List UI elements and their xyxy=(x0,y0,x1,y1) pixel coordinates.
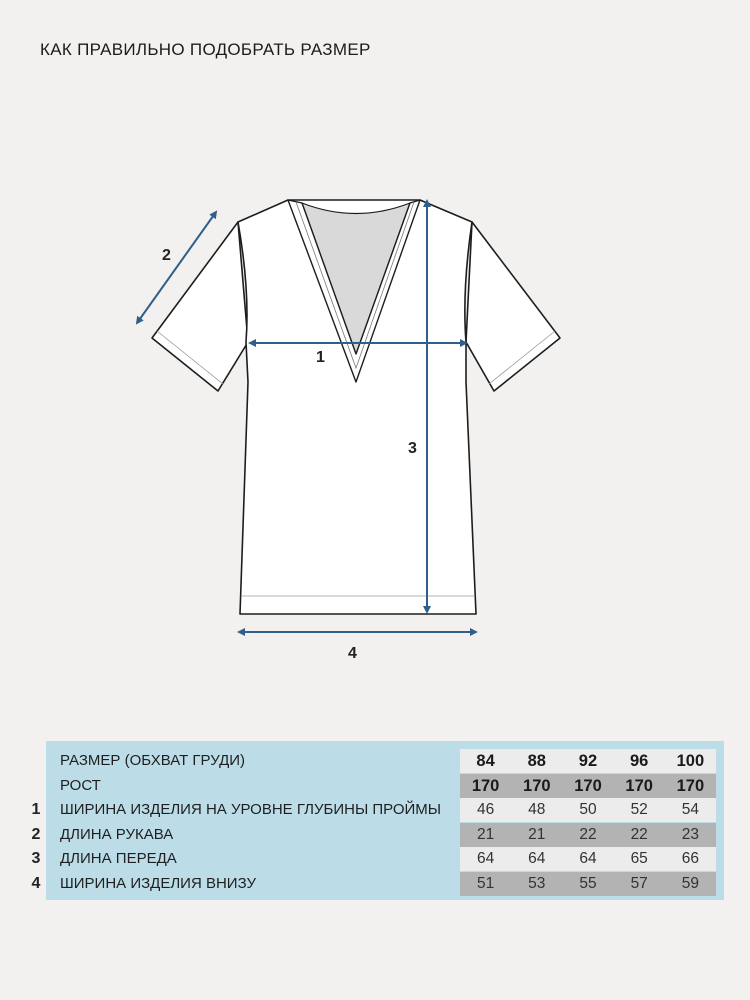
value-cell: 46 xyxy=(476,801,495,818)
value-cell: 54 xyxy=(681,801,700,818)
table-row xyxy=(46,823,724,847)
value-cell: 59 xyxy=(681,875,700,892)
value-cell: 21 xyxy=(528,826,546,843)
row-label: ДЛИНА РУКАВА xyxy=(60,826,174,843)
value-cell: 53 xyxy=(528,875,546,892)
value-cell: 65 xyxy=(630,850,648,867)
value-cells xyxy=(460,798,716,822)
row-number: 2 xyxy=(31,826,41,843)
label-front-length: 3 xyxy=(408,440,417,457)
table-row xyxy=(46,798,724,822)
row-number: 4 xyxy=(31,875,41,892)
label-chest-width: 1 xyxy=(316,349,325,366)
value-cell: 21 xyxy=(476,826,495,843)
row-label: ШИРИНА ИЗДЕЛИЯ НА УРОВНЕ ГЛУБИНЫ ПРОЙМЫ xyxy=(60,801,442,818)
row-number: 1 xyxy=(31,801,41,818)
value-cell: 22 xyxy=(579,826,597,843)
label-hem-width: 4 xyxy=(348,645,357,662)
label-sleeve-length: 2 xyxy=(162,247,171,264)
value-cell: 64 xyxy=(476,850,495,867)
value-cell: 66 xyxy=(681,850,700,867)
size-cells xyxy=(460,749,716,773)
header-label: РАЗМЕР (ОБХВАТ ГРУДИ) xyxy=(60,752,246,769)
value-cell: 55 xyxy=(579,875,597,892)
table-row xyxy=(46,847,724,871)
size-cell: 92 xyxy=(578,752,598,770)
value-cell: 23 xyxy=(681,826,700,843)
table-header-row xyxy=(46,749,724,773)
value-cells xyxy=(460,872,716,896)
size-table xyxy=(46,741,724,900)
page-title: КАК ПРАВИЛЬНО ПОДОБРАТЬ РАЗМЕР xyxy=(40,40,371,59)
height-label: РОСТ xyxy=(60,777,101,794)
value-cell: 57 xyxy=(630,875,648,892)
row-label: ШИРИНА ИЗДЕЛИЯ ВНИЗУ xyxy=(60,875,256,892)
size-cell: 84 xyxy=(476,752,495,770)
row-label: ДЛИНА ПЕРЕДА xyxy=(60,850,177,867)
size-cell: 96 xyxy=(630,752,649,770)
value-cell: 50 xyxy=(579,801,597,818)
height-cell: 170 xyxy=(625,777,653,795)
height-cell: 170 xyxy=(676,777,705,795)
height-cell: 170 xyxy=(471,777,500,795)
size-cell: 100 xyxy=(676,752,705,770)
value-cell: 64 xyxy=(528,850,546,867)
value-cells xyxy=(460,847,716,871)
size-cell: 88 xyxy=(527,752,546,770)
value-cells xyxy=(460,823,716,847)
table-height-row xyxy=(46,774,724,798)
height-cell: 170 xyxy=(574,777,602,795)
value-cell: 48 xyxy=(528,801,546,818)
value-cell: 22 xyxy=(630,826,648,843)
table-row xyxy=(46,872,724,896)
value-cell: 64 xyxy=(579,850,597,867)
row-number: 3 xyxy=(31,850,41,867)
height-cells xyxy=(460,774,716,798)
value-cell: 51 xyxy=(476,875,495,892)
value-cell: 52 xyxy=(630,801,648,818)
height-cell: 170 xyxy=(523,777,551,795)
